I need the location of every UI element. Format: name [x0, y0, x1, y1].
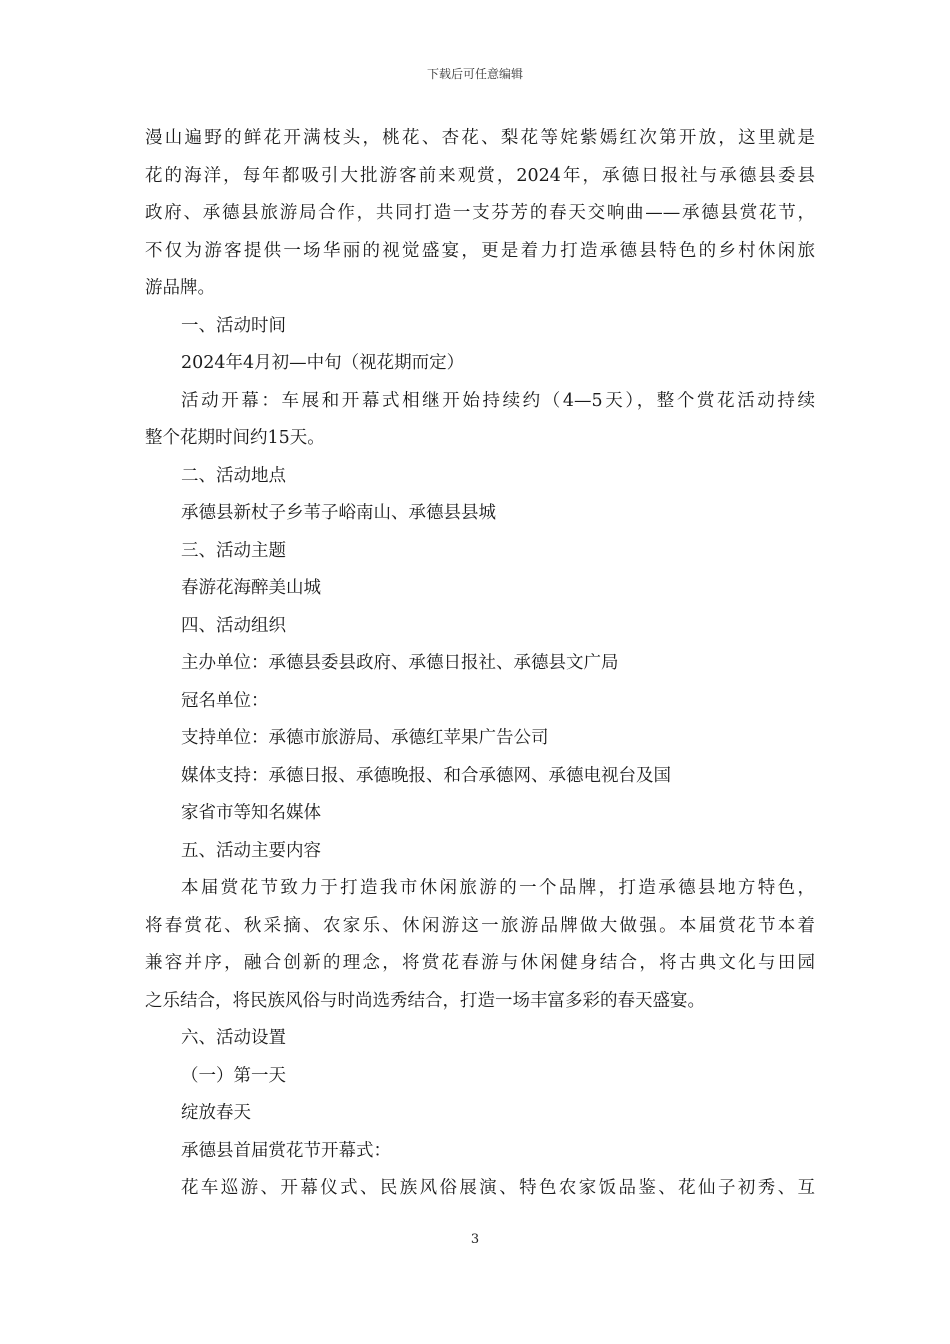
text-line: 不仅为游客提供一场华丽的视觉盛宴，更是着力打造承德县特色的乡村休闲旅: [145, 240, 815, 261]
text-line: （一）第一天: [181, 1065, 286, 1086]
text-line: 漫山遍野的鲜花开满枝头，桃花、杏花、梨花等姹紫嫣红次第开放，这里就是: [145, 128, 815, 148]
text-line: 花车巡游、开幕仪式、民族风俗展演、特色农家饭品鉴、花仙子初秀、互: [181, 1178, 815, 1198]
text-line: 花的海洋，每年都吸引大批游客前来观赏，2024年，承德日报社与承德县委县: [145, 165, 815, 186]
text-line: 整个花期时间约15天。: [145, 428, 325, 448]
text-line: 承德县新杖子乡苇子峪南山、承德县县城: [181, 503, 496, 523]
text-line: 媒体支持：承德日报、承德晚报、和合承德网、承德电视台及国: [181, 765, 671, 786]
text-line: 支持单位：承德市旅游局、承德红苹果广告公司: [181, 728, 549, 748]
page-header: 下载后可任意编辑: [426, 67, 523, 81]
text-line: 三、活动主题: [181, 540, 286, 561]
text-line: 之乐结合，将民族风俗与时尚选秀结合，打造一场丰富多彩的春天盛宴。: [145, 990, 705, 1011]
text-line: 六、活动设置: [181, 1028, 286, 1048]
text-line: 游品牌。: [145, 278, 215, 298]
document-body: [145, 120, 815, 1208]
text-line: 绽放春天: [181, 1103, 251, 1123]
text-line: 冠名单位：: [181, 690, 269, 711]
text-line: 2024年4月初—中旬（视花期而定）: [181, 353, 465, 373]
text-line: 兼容并序，融合创新的理念，将赏花春游与休闲健身结合，将古典文化与田园: [145, 953, 815, 973]
text-line: 一、活动时间: [181, 315, 286, 336]
text-line: 主办单位：承德县委县政府、承德日报社、承德县文广局: [181, 653, 619, 673]
text-line: 春游花海醉美山城: [181, 578, 321, 598]
text-line: 四、活动组织: [181, 615, 286, 636]
text-line: 活动开幕：车展和开幕式相继开始持续约（4—5天），整个赏花活动持续: [181, 390, 815, 411]
text-line: 五、活动主要内容: [181, 840, 321, 861]
text-line: 家省市等知名媒体: [181, 803, 321, 823]
text-line: 将春赏花、秋采摘、农家乐、休闲游这一旅游品牌做大做强。本届赏花节本着: [145, 915, 815, 936]
text-line: 二、活动地点: [181, 465, 286, 486]
text-line: 本届赏花节致力于打造我市休闲旅游的一个品牌，打造承德县地方特色，: [181, 878, 815, 898]
text-line: 承德县首届赏花节开幕式：: [181, 1140, 391, 1161]
text-line: 政府、承德县旅游局合作，共同打造一支芬芳的春天交响曲——承德县赏花节，: [145, 203, 815, 223]
page-number: 3: [470, 1232, 480, 1247]
